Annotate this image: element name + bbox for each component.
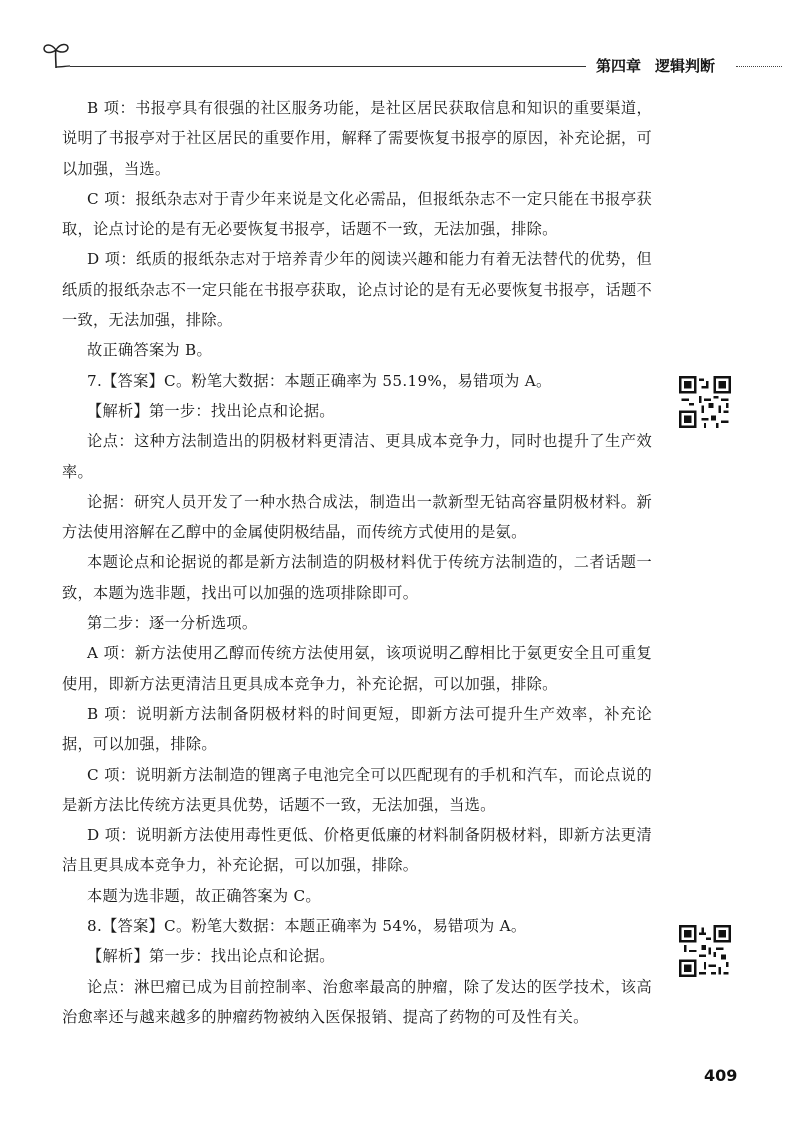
answer-heading-q8: 8.【答案】C。粉笔大数据：本题正确率为 54%，易错项为 A。	[87, 917, 527, 936]
header-dotted-rule	[736, 66, 782, 67]
paragraph: D 项：说明新方法使用毒性更低、价格更低廉的材料制备阴极材料，即新方法更清洁且更具成本竞争力，补充论据，可以加强，排除。	[62, 826, 652, 875]
header-rule	[70, 66, 586, 67]
paragraph: 论据：研究人员开发了一种水热合成法，制造出一款新型无钴高容量阴极材料。新方法使用溶解在乙醇中的金属使阴极结晶，而传统方式使用的是氨。	[62, 492, 652, 542]
paragraph: 第二步：逐一分析选项。	[87, 614, 258, 633]
paragraph: 本题为选非题，故正确答案为 C。	[87, 886, 321, 905]
qr-code-icon[interactable]	[679, 376, 731, 428]
sprout-icon	[42, 40, 70, 70]
paragraph: B 项：书报亭具有很强的社区服务功能，是社区居民获取信息和知识的重要渠道，说明了书报亭对于社区居民的重要作用，解释了需要恢复书报亭的原因，补充论据，可以加强，当选。	[62, 99, 652, 178]
page-header	[0, 0, 800, 80]
paragraph: 论点：这种方法制造出的阴极材料更清洁、更具成本竞争力，同时也提升了生产效率。	[62, 432, 652, 481]
analysis-heading-q7: 【解析】第一步：找出论点和论据。	[87, 401, 335, 420]
paragraph: 论点：淋巴瘤已成为目前控制率、治愈率最高的肿瘤，除了发达的医学技术，该高治愈率还与越来越多的肿瘤药物被纳入医保报销、提高了药物的可及性有关。	[62, 977, 652, 1026]
paragraph: 本题论点和论据说的都是新方法制造的阴极材料优于传统方法制造的，二者话题一致，本题为选非题，找出可以加强的选项排除即可。	[62, 553, 652, 602]
qr-code-icon[interactable]	[679, 925, 731, 977]
paragraph: C 项：说明新方法制造的锂离子电池完全可以匹配现有的手机和汽车，而论点说的是新方法比传统方法更具优势，话题不一致，无法加强，当选。	[62, 765, 652, 814]
page-number: 409	[704, 1066, 738, 1085]
answer-heading-q7: 7.【答案】C。粉笔大数据：本题正确率为 55.19%，易错项为 A。	[87, 371, 552, 390]
analysis-heading-q8: 【解析】第一步：找出论点和论据。	[87, 947, 335, 966]
paragraph: A 项：新方法使用乙醇而传统方法使用氨，该项说明乙醇相比于氨更安全且可重复使用，即新方法更清洁且更具成本竞争力，补充论据，可以加强，排除。	[62, 644, 652, 693]
page-body	[62, 93, 652, 1032]
paragraph: D 项：纸质的报纸杂志对于培养青少年的阅读兴趣和能力有着无法替代的优势，但纸质的报纸杂志不一定只能在书报亭获取，论点讨论的是有无必要恢复书报亭，话题不一致，无法加强，排除。	[62, 250, 652, 330]
chapter-number: 第四章	[596, 57, 642, 75]
paragraph: 故正确答案为 B。	[87, 341, 213, 360]
chapter-title	[596, 55, 715, 76]
chapter-name: 逻辑判断	[655, 57, 716, 75]
paragraph: C 项：报纸杂志对于青少年来说是文化必需品，但报纸杂志不一定只能在书报亭获取，论点讨论的是有无必要恢复书报亭，话题不一致，无法加强，排除。	[62, 189, 652, 239]
paragraph: B 项：说明新方法制备阴极材料的时间更短，即新方法可提升生产效率，补充论据，可以加强，排除。	[62, 704, 652, 754]
